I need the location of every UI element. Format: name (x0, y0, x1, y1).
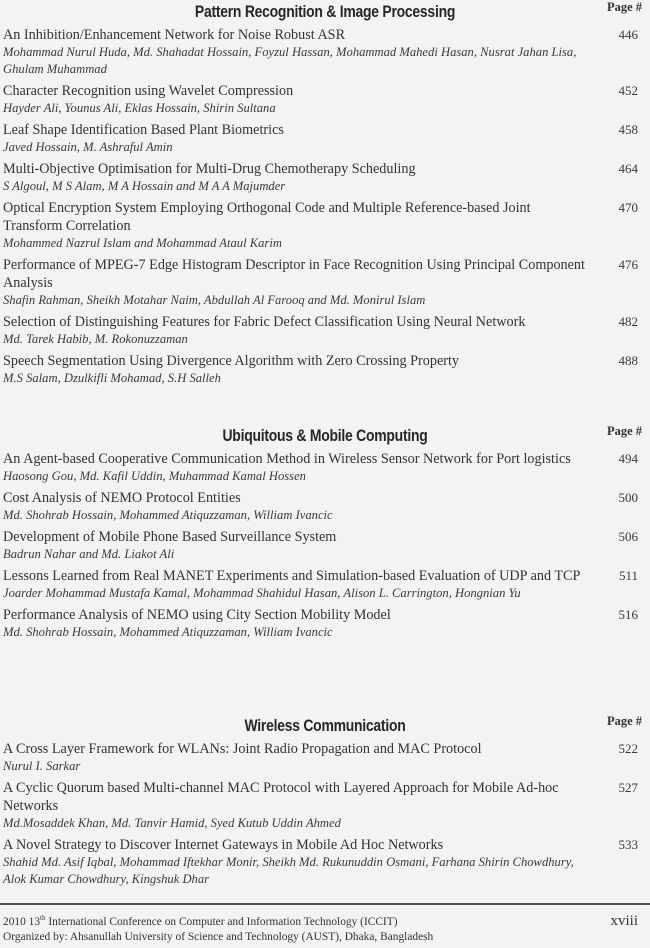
toc-entry (0, 352, 650, 387)
entry-authors: Shahid Md. Asif Iqbal, Mohammad Iftekhar Monir, Sheikh Md. Rukunuddin Osmani, Farhana Shirin Chowdhury, Alok Kumar Chowdhury, Kingshuk Dhar (3, 855, 574, 886)
footer-conference (0, 911, 650, 930)
footer-organizer: Organized by: Ahsanullah University of Science and Technology (AUST), Dhaka, Bangladesh (3, 930, 434, 943)
section-ubiquitous-mobile (0, 424, 650, 645)
toc-entry (0, 779, 650, 832)
toc-entry (0, 313, 650, 348)
footer-divider (0, 903, 650, 905)
entry-page-number: 506 (618, 529, 638, 544)
footer-year: 2010 13 (3, 915, 41, 928)
entry-page-number: 522 (618, 741, 638, 756)
entry-page-number: 488 (618, 353, 638, 368)
entry-authors: Nurul I. Sarkar (3, 759, 81, 773)
footer-page-number: xviii (610, 913, 638, 929)
toc-entry (0, 26, 650, 78)
entry-title: Performance Analysis of NEMO using City Section Mobility Model (3, 607, 391, 623)
entry-authors: Md. Shohrab Hossain, Mohammed Atiquzzaman, William Ivancic (3, 508, 333, 522)
entry-authors: Md. Tarek Habib, M. Rokonuzzaman (3, 332, 188, 346)
entry-page-number: 476 (618, 257, 638, 272)
page-column-header: Page # (606, 0, 642, 14)
section-title: Pattern Recognition & Image Processing (194, 2, 456, 21)
toc-entry (0, 199, 650, 252)
toc-entry (0, 836, 650, 888)
entry-authors: Haosong Gou, Md. Kafil Uddin, Muhammad Kamal Hossen (3, 469, 306, 483)
toc-entry (0, 121, 650, 156)
section-pattern-recognition (0, 0, 650, 391)
page-column-header: Page # (606, 714, 642, 728)
entry-title: Selection of Distinguishing Features for Fabric Defect Classification Using Neural Network (3, 314, 526, 330)
toc-entry (0, 567, 650, 602)
toc-entry (0, 489, 650, 524)
entry-title: An Agent-based Cooperative Communication Method in Wireless Sensor Network for Port logistics (3, 451, 571, 467)
entry-title: A Cyclic Quorum based Multi-channel MAC Protocol with Layered Approach for Mobile Ad-hoc Networks (3, 780, 559, 814)
toc-entry (0, 606, 650, 641)
section-title: Wireless Communication (244, 716, 406, 735)
entry-authors: M.S Salam, Dzulkifli Mohamad, S.H Salleh (3, 371, 221, 385)
section-header (0, 0, 650, 26)
entry-authors: Md. Shohrab Hossain, Mohammed Atiquzzaman, William Ivancic (3, 625, 333, 639)
entry-page-number: 464 (618, 161, 638, 176)
entry-title: An Inhibition/Enhancement Network for Noise Robust ASR (3, 27, 346, 43)
entry-page-number: 470 (618, 200, 638, 215)
entry-authors: Badrun Nahar and Md. Liakot Ali (3, 547, 175, 561)
entry-page-number: 452 (618, 83, 638, 98)
entry-page-number: 458 (618, 122, 638, 137)
entry-page-number: 494 (618, 451, 638, 466)
footer-conference-name: International Conference on Computer and Information Technology (ICCIT) (45, 915, 398, 928)
entry-title: Character Recognition using Wavelet Compression (3, 83, 294, 99)
page-footer (0, 903, 650, 945)
entry-title: Speech Segmentation Using Divergence Algorithm with Zero Crossing Property (3, 353, 460, 369)
entry-title: Optical Encryption System Employing Orthogonal Code and Multiple Reference-based Joint Transform Correlation (3, 200, 531, 234)
entry-title: Development of Mobile Phone Based Surveillance System (3, 529, 337, 545)
section-title: Ubiquitous & Mobile Computing (222, 426, 428, 445)
section-header (0, 424, 650, 450)
entry-list (0, 26, 650, 387)
entry-authors: S Algoul, M S Alam, M A Hossain and M A A Majumder (3, 179, 286, 193)
footer-ordinal: th (40, 914, 46, 922)
entry-title: A Cross Layer Framework for WLANs: Joint Radio Propagation and MAC Protocol (3, 741, 482, 757)
entry-page-number: 446 (618, 27, 638, 42)
entry-page-number: 527 (618, 780, 638, 795)
section-header (0, 714, 650, 740)
entry-page-number: 516 (618, 607, 638, 622)
page-column-header: Page # (606, 424, 642, 438)
entry-authors: Javed Hossain, M. Ashraful Amin (3, 140, 173, 154)
entry-list (0, 450, 650, 641)
toc-entry (0, 82, 650, 117)
entry-title: Multi-Objective Optimisation for Multi-Drug Chemotherapy Scheduling (3, 161, 416, 177)
toc-entry (0, 160, 650, 195)
toc-entry (0, 450, 650, 485)
toc-entry (0, 740, 650, 775)
entry-authors: Md.Mosaddek Khan, Md. Tanvir Hamid, Syed Kutub Uddin Ahmed (3, 816, 341, 830)
entry-title: Leaf Shape Identification Based Plant Biometrics (3, 122, 284, 138)
entry-list (0, 740, 650, 888)
entry-authors: Mohammed Nazrul Islam and Mohammad Ataul Karim (3, 236, 282, 250)
entry-authors: Mohammad Nurul Huda, Md. Shahadat Hossain, Foyzul Hassan, Mohammad Mahedi Hasan, Nusrat Jahan Lisa, Ghulam Muhammad (3, 45, 577, 76)
entry-page-number: 533 (618, 837, 638, 852)
toc-entry (0, 528, 650, 563)
entry-title: Cost Analysis of NEMO Protocol Entities (3, 490, 241, 506)
entry-title: Performance of MPEG-7 Edge Histogram Descriptor in Face Recognition Using Principal Component Analysis (3, 257, 585, 291)
toc-entry (0, 256, 650, 309)
entry-authors: Hayder Ali, Younus Ali, Eklas Hossain, Shirin Sultana (3, 101, 276, 115)
entry-authors: Joarder Mohammad Mustafa Kamal, Mohammad Shahidul Hasan, Alison L. Carrington, Hongnian Yu (3, 586, 521, 600)
entry-title: Lessons Learned from Real MANET Experiments and Simulation-based Evaluation of UDP and TCP (3, 568, 581, 584)
entry-page-number: 500 (618, 490, 638, 505)
section-wireless-communication (0, 714, 650, 892)
entry-authors: Shafin Rahman, Sheikh Motahar Naim, Abdullah Al Farooq and Md. Monirul Islam (3, 293, 426, 307)
entry-page-number: 482 (618, 314, 638, 329)
entry-title: A Novel Strategy to Discover Internet Gateways in Mobile Ad Hoc Networks (3, 837, 444, 853)
entry-page-number: 511 (618, 568, 638, 583)
